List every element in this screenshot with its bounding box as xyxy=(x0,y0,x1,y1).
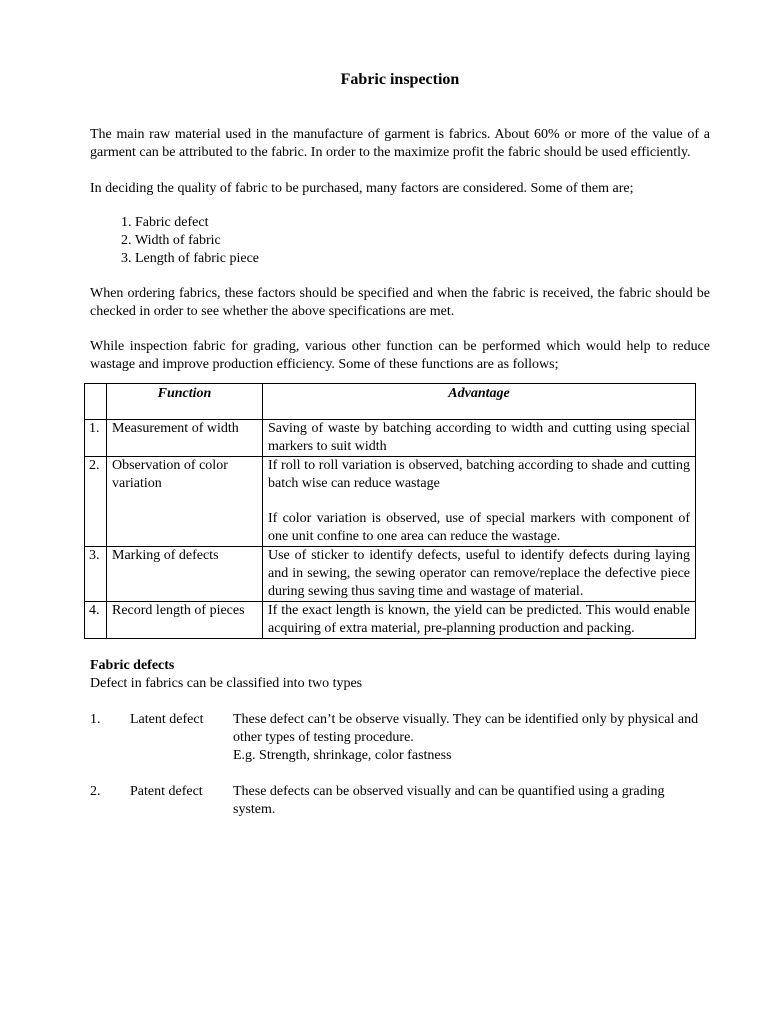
ordering-paragraph: When ordering fabrics, these factors should be specified and when the fabric is received, the fabric should be checked in order to see whether the above specifications are met. xyxy=(90,286,710,319)
document-content xyxy=(90,70,710,837)
defect-number: 2. xyxy=(90,784,101,799)
row-advantage xyxy=(263,547,696,602)
defect-description-line: These defects can be observed visually and can be quantified using a grading system. xyxy=(233,784,665,817)
factors-intro-paragraph: In deciding the quality of fabric to be purchased, many factors are considered. Some of them are; xyxy=(90,181,634,196)
advantage-text: If color variation is observed, use of special markers with component of one unit confine to one area can reduce the wastage. xyxy=(268,511,690,544)
row-advantage xyxy=(263,457,696,547)
header-advantage: Advantage xyxy=(263,384,696,420)
list-item xyxy=(90,711,710,765)
functions-intro-paragraph: While inspection fabric for grading, various other function can be performed which would help to reduce wastage and improve production efficiency. Some of these functions are as follows; xyxy=(90,339,710,372)
defect-description xyxy=(233,711,710,765)
fabric-defects-intro: Defect in fabrics can be classified into two types xyxy=(90,676,363,691)
table-row xyxy=(85,547,696,602)
row-function: Observation of color variation xyxy=(107,457,263,547)
header-function: Function xyxy=(107,384,263,420)
defect-description xyxy=(233,783,710,819)
list-item xyxy=(90,783,710,819)
row-function: Marking of defects xyxy=(107,547,263,602)
defect-description-line: E.g. Strength, shrinkage, color fastness xyxy=(233,748,452,763)
functions-table xyxy=(84,383,696,639)
row-number: 4. xyxy=(85,602,107,639)
advantage-text: Saving of waste by batching according to width and cutting using special markers to suit width xyxy=(268,421,690,454)
row-advantage xyxy=(263,420,696,457)
advantage-text: If roll to roll variation is observed, batching according to shade and cutting batch wise can reduce wastage xyxy=(268,458,690,491)
row-number: 1. xyxy=(85,420,107,457)
advantage-text: Use of sticker to identify defects, useful to identify defects during laying and in sewing, the sewing operator can remove/replace the defective piece during sewing thus saving time and wastage of material. xyxy=(268,548,690,599)
defect-description-line: These defect can’t be observe visually. They can be identified only by physical and other types of testing procedure. xyxy=(233,712,699,745)
defect-number: 1. xyxy=(90,712,101,727)
advantage-text: If the exact length is known, the yield can be predicted. This would enable acquiring of extra material, pre-planning production and packing. xyxy=(268,603,690,636)
defect-name: Latent defect xyxy=(130,712,204,727)
row-advantage xyxy=(263,602,696,639)
row-function: Measurement of width xyxy=(107,420,263,457)
row-number: 2. xyxy=(85,457,107,547)
table-row xyxy=(85,602,696,639)
row-function: Record length of pieces xyxy=(107,602,263,639)
page-title: Fabric inspection xyxy=(340,71,460,88)
defect-name: Patent defect xyxy=(130,784,203,799)
intro-paragraph: The main raw material used in the manufacture of garment is fabrics. About 60% or more of the value of a garment can be attributed to the fabric. In order to the maximize profit the fabric should be used efficiently. xyxy=(90,127,710,160)
list-item: 2. Width of fabric xyxy=(135,232,710,250)
table-row xyxy=(85,457,696,547)
list-item: 1. Fabric defect xyxy=(135,214,710,232)
defect-types-list xyxy=(90,711,710,819)
table-row xyxy=(85,420,696,457)
list-item: 3. Length of fabric piece xyxy=(135,250,710,268)
row-number: 3. xyxy=(85,547,107,602)
fabric-defects-heading: Fabric defects xyxy=(90,658,175,673)
factors-list xyxy=(90,214,710,268)
header-number xyxy=(85,384,107,420)
table-header-row xyxy=(85,384,696,420)
